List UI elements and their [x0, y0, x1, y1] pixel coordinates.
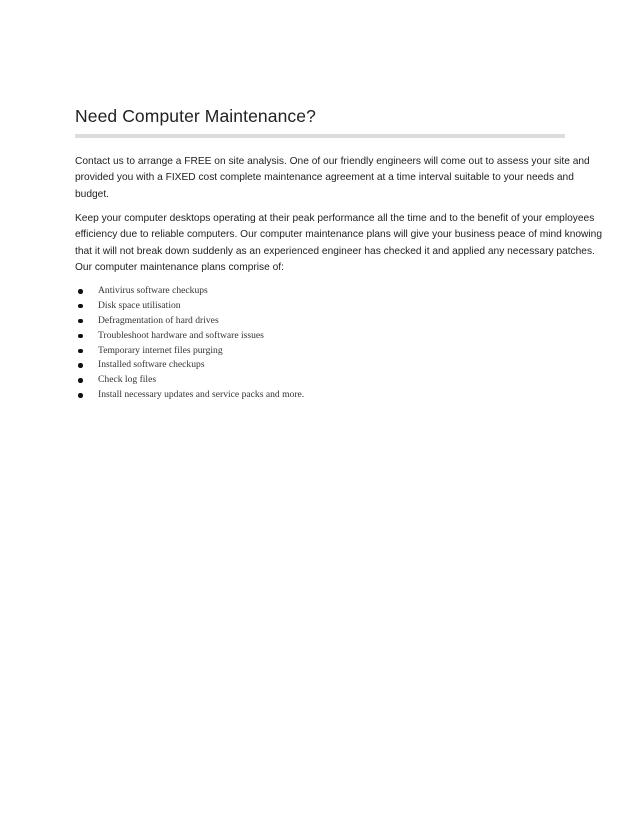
list-item [78, 373, 304, 388]
paragraph-line: that it will not break down suddenly as an experienced engineer has checked it and applied any necessary patches. [75, 245, 595, 257]
bullet-icon [78, 334, 83, 339]
list-item-label: Installed software checkups [98, 359, 205, 371]
list-item-label: Temporary internet files purging [98, 344, 223, 356]
list-item [78, 284, 304, 299]
list-item [78, 344, 304, 359]
list-item-label: Install necessary updates and service packs and more. [98, 389, 305, 401]
paragraph-line: Contact us to arrange a FREE on site analysis. One of our friendly engineers will come out to assess your site and [75, 156, 590, 167]
page-title: Need Computer Maintenance? [75, 106, 316, 126]
maintenance-list [78, 284, 304, 403]
list-item [78, 358, 304, 373]
plans-paragraph [75, 211, 603, 277]
bullet-icon [78, 393, 83, 398]
bullet-icon [78, 289, 83, 294]
paragraph-line: Keep your computer desktops operating at their peak performance all the time and to the benefit of your employees [75, 213, 595, 224]
paragraph-line: provided you with a FIXED cost complete maintenance agreement at a time interval suitable to your needs and [75, 172, 574, 184]
list-item-label: Defragmentation of hard drives [98, 314, 219, 326]
list-item [78, 329, 304, 344]
paragraph-line: Our computer maintenance plans comprise of: [75, 262, 284, 274]
paragraph-line: budget. [75, 188, 109, 200]
list-item-label: Troubleshoot hardware and software issues [98, 329, 264, 341]
intro-paragraph [75, 154, 590, 203]
list-item [78, 314, 304, 329]
list-item [78, 388, 304, 403]
list-item-label: Check log files [98, 374, 157, 386]
bullet-icon [78, 378, 83, 383]
paragraph-line: efficiency due to reliable computers. Our computer maintenance plans will give your business peace of mind knowing [75, 229, 603, 241]
list-item [78, 299, 304, 314]
heading-divider [75, 134, 565, 138]
bullet-icon [78, 304, 83, 309]
bullet-icon [78, 319, 83, 324]
bullet-icon [78, 349, 83, 354]
list-item-label: Disk space utilisation [98, 299, 181, 311]
bullet-icon [78, 363, 83, 368]
list-item-label: Antivirus software checkups [98, 285, 208, 296]
